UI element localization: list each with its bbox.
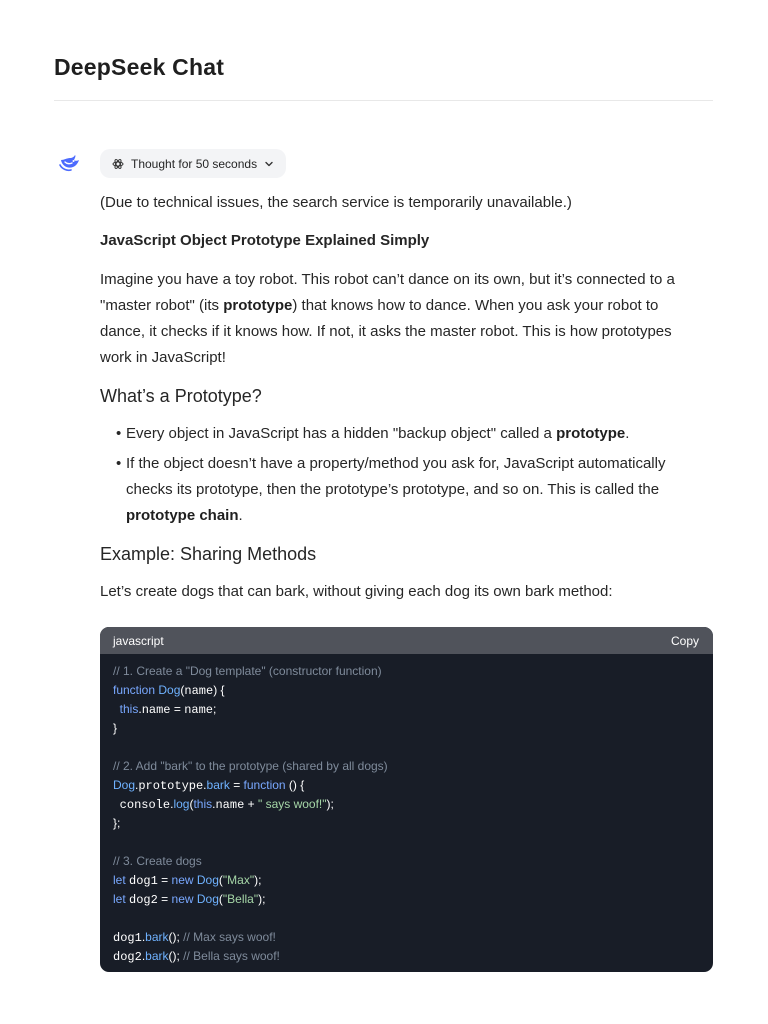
code-block <box>100 627 713 972</box>
code-token: "Max" <box>222 873 255 887</box>
code-line <box>113 662 700 681</box>
assistant-message <box>100 190 700 617</box>
deepseek-whale-icon <box>58 151 82 175</box>
code-token: dog1 <box>113 931 142 945</box>
code-line <box>113 738 700 757</box>
code-line <box>113 833 700 852</box>
thought-label: Thought for 50 seconds <box>131 156 258 171</box>
code-token: log <box>173 797 190 811</box>
code-token: }; <box>113 816 121 830</box>
intro-text-1: Imagine you have a toy robot. This robot can’t dance on its own, but it’s connected to a "master robot" (its <box>100 271 675 314</box>
code-token: = <box>157 873 172 887</box>
code-token <box>113 797 120 811</box>
code-header <box>100 627 713 654</box>
code-token: ( <box>180 683 185 697</box>
code-token: function <box>113 683 159 697</box>
bullet-list <box>100 421 700 529</box>
bullet-dot: • <box>116 455 122 472</box>
section-title-example: Example: Sharing Methods <box>100 544 317 564</box>
code-line <box>113 890 700 909</box>
code-token: ) { <box>213 683 225 697</box>
code-body <box>100 654 713 972</box>
code-token: bark <box>206 778 230 792</box>
code-token: Dog <box>113 778 136 792</box>
code-token: name <box>215 798 245 812</box>
code-token: "Bella" <box>222 892 259 906</box>
code-token: dog2 <box>129 893 158 907</box>
code-token: ; <box>213 702 217 716</box>
code-token: prototype <box>138 779 204 793</box>
bullet-bold: prototype chain <box>126 507 239 524</box>
code-token <box>113 702 120 716</box>
code-token: " says woof!" <box>257 797 327 811</box>
code-line <box>113 814 700 833</box>
code-token: name <box>184 684 214 698</box>
code-token: new <box>171 873 197 887</box>
code-line <box>113 928 700 947</box>
bullet-bold: prototype <box>556 425 626 442</box>
code-token: + <box>244 797 258 811</box>
code-token: (); <box>168 949 184 963</box>
list-item <box>100 421 700 447</box>
code-token: = <box>229 778 244 792</box>
code-token: . <box>141 930 146 944</box>
code-line <box>113 776 700 795</box>
code-token: function <box>243 778 286 792</box>
code-token: . <box>203 778 207 792</box>
intro-paragraph <box>100 267 700 371</box>
code-token: bark <box>145 949 169 963</box>
code-token: new <box>171 892 197 906</box>
intro-text-2: ) that knows how to dance. When you ask your robot to dance, it checks if it knows how. If not, it asks the master robot. This is how prototypes work in JavaScript! <box>100 297 672 366</box>
code-token: Dog <box>196 873 219 887</box>
bullet-text: If the object doesn’t have a property/method you ask for, JavaScript automatically checks its prototype, then the prototype’s prototype, and so on. This is called the <box>126 455 666 498</box>
code-token: = <box>170 702 185 716</box>
bullet-dot: • <box>116 425 122 442</box>
bullet-text: Every object in JavaScript has a hidden "backup object" called a <box>126 425 557 442</box>
page-header <box>54 54 713 101</box>
code-line <box>113 947 700 966</box>
code-token: // Max says woof! <box>183 930 276 944</box>
code-line <box>113 852 700 871</box>
code-token: . <box>135 778 139 792</box>
code-line <box>113 757 700 776</box>
code-token: console <box>119 798 171 812</box>
code-token: Dog <box>158 683 181 697</box>
code-token: ); <box>326 797 334 811</box>
code-token: . <box>170 797 174 811</box>
code-token: this <box>119 702 139 716</box>
code-token: let <box>113 892 130 906</box>
code-token: } <box>113 721 118 735</box>
code-token: // 1. Create a "Dog template" (constructor function) <box>113 664 382 678</box>
code-token: . <box>212 797 216 811</box>
code-token: name <box>184 703 214 717</box>
code-line <box>113 795 700 814</box>
code-token: name <box>141 703 171 717</box>
code-line <box>113 871 700 890</box>
code-token: dog1 <box>129 874 158 888</box>
code-token: ( <box>189 797 194 811</box>
code-line <box>113 700 700 719</box>
code-token: ( <box>218 873 223 887</box>
code-token: // 2. Add "bark" to the prototype (shared by all dogs) <box>113 759 388 773</box>
code-token: // 3. Create dogs <box>113 854 202 868</box>
code-token: . <box>141 949 146 963</box>
section-title-prototype: What’s a Prototype? <box>100 386 262 406</box>
code-token: let <box>113 873 130 887</box>
code-token: = <box>157 892 172 906</box>
code-token: () { <box>285 778 305 792</box>
code-line <box>113 719 700 738</box>
bullet-after: . <box>238 507 243 524</box>
code-token: ( <box>218 892 223 906</box>
atom-icon <box>112 158 124 170</box>
thought-toggle-button[interactable] <box>100 149 286 178</box>
lead-text: Let’s create dogs that can bark, without giving each dog its own bark method: <box>100 583 613 600</box>
code-token: (); <box>168 930 184 944</box>
page-title: DeepSeek Chat <box>54 54 225 80</box>
code-line <box>113 681 700 700</box>
code-token: ); <box>254 873 262 887</box>
list-item <box>100 451 700 529</box>
notice-text: (Due to technical issues, the search service is temporarily unavailable.) <box>100 194 572 211</box>
code-token: Dog <box>196 892 219 906</box>
answer-heading: JavaScript Object Prototype Explained Simply <box>100 232 430 249</box>
code-token: dog2 <box>113 950 142 964</box>
code-token: bark <box>145 930 169 944</box>
chevron-down-icon <box>264 159 274 169</box>
code-token: . <box>138 702 142 716</box>
code-language-label: javascript <box>113 633 164 648</box>
code-token: this <box>193 797 213 811</box>
copy-code-button[interactable]: Copy <box>670 633 699 648</box>
code-token: // Bella says woof! <box>183 949 280 963</box>
intro-bold: prototype <box>223 297 293 314</box>
code-line <box>113 909 700 928</box>
bullet-after: . <box>625 425 630 442</box>
code-token: ); <box>258 892 266 906</box>
